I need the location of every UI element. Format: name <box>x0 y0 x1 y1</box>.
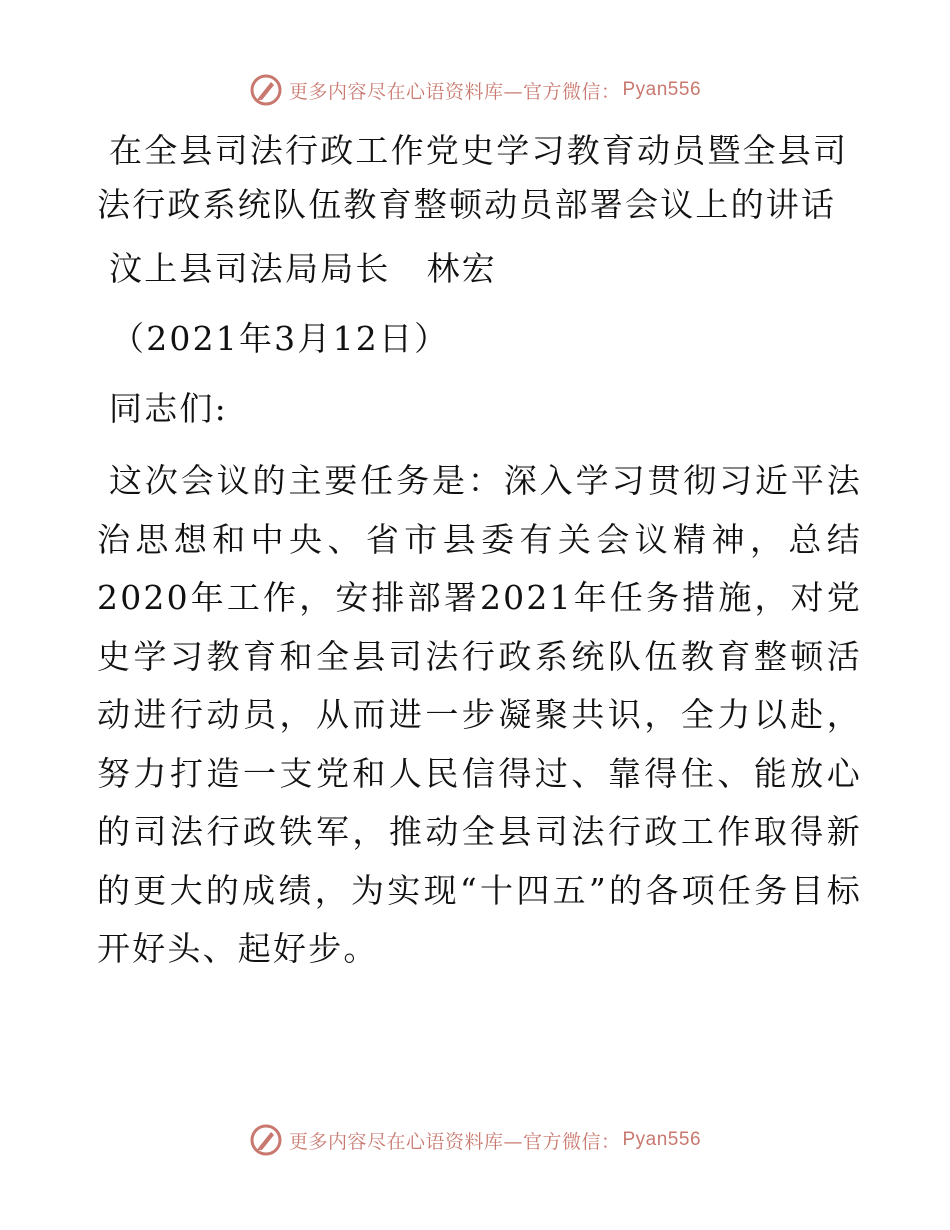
author-line <box>97 242 862 296</box>
pen-logo-icon <box>249 73 283 107</box>
body-paragraph: 这次会议的主要任务是：深入学习贯彻习近平法治思想和中央、省市县委有关会议精神，总结2020年工作，安排部署2021年任务措施，对党史学习教育和全县司法行政系统队伍教育整顿活动进行动员，从而进一步凝聚共识，全力以赴，努力打造一支党和人民信得过、靠得住、能放心的司法行政铁军，推动全县司法行政工作取得新的更大的成绩，为实现“十四五”的各项任务目标开好头、起好步。 <box>97 461 862 968</box>
watermark-wechat-id: Pyan556 <box>622 1129 702 1150</box>
speech-date: （2021年3月12日） <box>111 319 450 358</box>
pen-logo-icon <box>249 1123 283 1157</box>
watermark-text: 更多内容尽在心语资料库—官方微信： <box>288 1130 621 1153</box>
title-line-2: 法行政系统队伍教育整顿动员部署会议上的讲话 <box>97 185 837 224</box>
watermark-header <box>0 70 950 110</box>
watermark-text: 更多内容尽在心语资料库—官方微信： <box>288 80 621 103</box>
document-body <box>97 124 862 979</box>
watermark-footer <box>0 1120 950 1160</box>
greeting: 同志们: <box>109 389 228 428</box>
author-name: 林宏 <box>426 249 498 288</box>
document-title <box>97 124 862 232</box>
author-title: 汶上县司法局局长 <box>109 249 391 288</box>
watermark-wechat-id: Pyan556 <box>622 79 702 100</box>
title-line-1: 在全县司法行政工作党史学习教育动员暨全县司 <box>109 131 849 170</box>
